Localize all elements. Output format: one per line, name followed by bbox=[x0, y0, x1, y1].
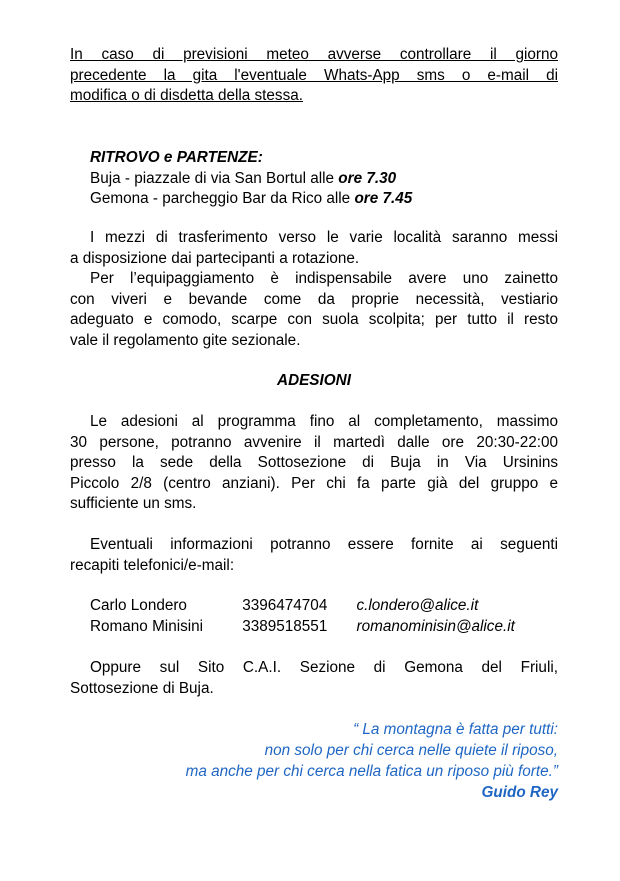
adesioni-section bbox=[70, 412, 558, 515]
contact-phone: 3389518551 bbox=[242, 618, 328, 635]
quote-author: Guido Rey bbox=[481, 784, 558, 801]
adesioni-line: sufficiente un sms. bbox=[70, 495, 197, 512]
adesioni-heading: ADESIONI bbox=[277, 372, 351, 389]
adesioni-line: 30 persone, potranno avvenire il martedì dalle ore 20:30-22:00 bbox=[70, 433, 558, 451]
contact-email: c.londero@alice.it bbox=[356, 597, 479, 614]
weather-notice bbox=[70, 45, 558, 107]
departure-gemona-time: ore 7.45 bbox=[354, 190, 413, 207]
info-line: Eventuali informazioni potranno essere fornite ai seguenti bbox=[90, 536, 558, 553]
contact-phone: 3396474704 bbox=[242, 597, 328, 614]
ritrovo-section bbox=[70, 148, 558, 210]
quote-line: non solo per chi cerca nelle quiete il riposo, bbox=[264, 742, 558, 759]
mezzi-line: a disposizione dai partecipanti a rotazione. bbox=[70, 249, 360, 267]
contact-email: romanominisin@alice.it bbox=[356, 618, 515, 635]
equipment-line: adeguato e comodo, scarpe con suola scolpita; per tutto il resto bbox=[70, 311, 558, 328]
equipment-line: con viveri e bevande come da proprie necessità, vestiario bbox=[70, 290, 558, 308]
sito-line: Oppure sul Sito C.A.I. Sezione di Gemona del Friuli, bbox=[90, 659, 558, 676]
equipment-line: vale il regolamento gite sezionale. bbox=[70, 331, 301, 349]
closing-quote bbox=[186, 719, 558, 803]
adesioni-line: Piccolo 2/8 (centro anziani). Per chi fa parte già del gruppo e bbox=[70, 474, 558, 492]
equipment-line: Per l’equipaggiamento è indispensabile avere uno zainetto bbox=[90, 270, 558, 287]
departure-gemona-place: Gemona - parcheggio Bar da Rico alle bbox=[90, 190, 351, 207]
ritrovo-heading: RITROVO e PARTENZE: bbox=[90, 149, 263, 166]
info-section bbox=[70, 535, 558, 576]
notice-line: precedente la gita l'eventuale Whats-App sms o e-mail di bbox=[70, 66, 558, 84]
notice-line: In caso di previsioni meteo avverse controllare il giorno bbox=[70, 46, 558, 63]
adesioni-line: presso la sede della Sottosezione di Buja in Via Ursinins bbox=[70, 454, 558, 471]
mezzi-section bbox=[70, 228, 558, 351]
quote-line: “ La montagna è fatta per tutti: bbox=[353, 721, 558, 738]
adesioni-line: Le adesioni al programma fino al completamento, massimo bbox=[90, 413, 558, 430]
departure-buja bbox=[70, 169, 558, 190]
contact-row bbox=[90, 596, 478, 617]
contact-row bbox=[90, 617, 515, 638]
contact-name: Romano Minisini bbox=[90, 618, 204, 635]
departure-buja-time: ore 7.30 bbox=[338, 169, 397, 187]
adesioni-heading-wrap bbox=[70, 371, 558, 392]
info-line: recapiti telefonici/e-mail: bbox=[70, 556, 235, 574]
sito-section bbox=[70, 658, 558, 699]
quote-line: ma anche per chi cerca nella fatica un riposo più forte.” bbox=[185, 763, 558, 780]
departure-gemona bbox=[70, 189, 558, 210]
mezzi-line: I mezzi di trasferimento verso le varie località saranno messi bbox=[90, 229, 558, 246]
sito-line: Sottosezione di Buja. bbox=[70, 679, 214, 697]
contact-name: Carlo Londero bbox=[90, 597, 187, 614]
notice-line: modifica o di disdetta della stessa. bbox=[70, 87, 303, 104]
departure-buja-place: Buja - piazzale di via San Bortul alle bbox=[90, 169, 335, 187]
